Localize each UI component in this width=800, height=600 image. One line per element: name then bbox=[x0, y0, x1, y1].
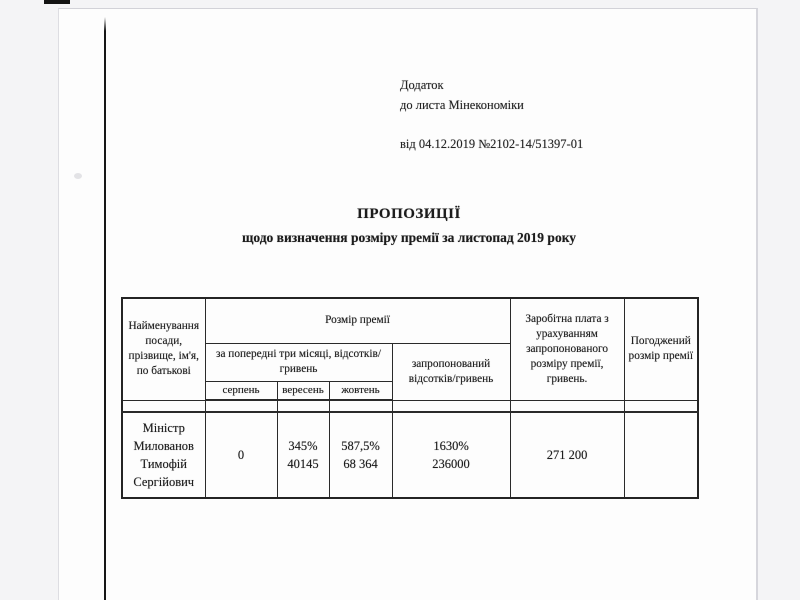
header-month-october: жовтень bbox=[329, 381, 392, 400]
proposed-amount: 236000 bbox=[432, 457, 470, 471]
cell-august-value: 0 bbox=[205, 412, 277, 498]
cell-official-name: Міністр Милованов Тимофій Сергійович bbox=[122, 412, 205, 498]
header-name-col: Найменування посади, прізвище, ім'я, по батькові bbox=[122, 298, 205, 400]
header-proposed-col: запропонований відсотків/гривень bbox=[392, 343, 510, 400]
header-bonus-size: Розмір премії bbox=[205, 298, 510, 343]
cell-agreed-value bbox=[624, 412, 698, 498]
header-month-september: вересень bbox=[277, 381, 329, 400]
cell-september-value bbox=[277, 412, 329, 498]
title-block bbox=[59, 206, 759, 246]
cell-salary-value: 271 200 bbox=[510, 412, 624, 498]
bonus-proposal-table bbox=[121, 297, 699, 499]
letterhead bbox=[400, 75, 583, 154]
september-amount: 40145 bbox=[287, 457, 319, 471]
header-salary-col: Заробітна плата з урахуванням запропонованого розміру премії, гривень. bbox=[510, 298, 624, 400]
scan-artifact-mark bbox=[44, 0, 70, 4]
letterhead-reference: від 04.12.2019 №2102-14/51397-01 bbox=[400, 137, 584, 151]
header-month-august: серпень bbox=[205, 381, 277, 400]
spacer-cell bbox=[510, 400, 624, 412]
scan-binding-line bbox=[104, 17, 106, 600]
spacer-cell bbox=[329, 400, 392, 412]
spacer-cell bbox=[392, 400, 510, 412]
letterhead-line-1: Додаток bbox=[400, 78, 444, 92]
cell-proposed-value bbox=[392, 412, 510, 498]
header-prev-three-months: за попередні три місяці, відсотків/гривень bbox=[205, 343, 392, 381]
october-amount: 68 364 bbox=[343, 457, 378, 471]
spacer-cell bbox=[277, 400, 329, 412]
table-row bbox=[122, 412, 698, 498]
doc-subtitle: щодо визначення розміру премії за листопад 2019 року bbox=[241, 230, 577, 245]
spacer-cell bbox=[122, 400, 205, 412]
october-percent: 587,5% bbox=[341, 439, 380, 453]
scanned-page bbox=[58, 8, 758, 600]
proposed-percent: 1630% bbox=[433, 439, 469, 453]
september-percent: 345% bbox=[288, 439, 318, 453]
doc-title: ПРОПОЗИЦІЇ bbox=[357, 206, 461, 222]
spacer-cell bbox=[624, 400, 698, 412]
cell-october-value bbox=[329, 412, 392, 498]
scan-smudge bbox=[74, 173, 82, 179]
letterhead-line-2: до листа Мінекономіки bbox=[400, 98, 524, 112]
header-agreed-col: Погоджений розмір премії bbox=[624, 298, 698, 400]
spacer-cell bbox=[205, 400, 277, 412]
spacer-row bbox=[122, 400, 698, 412]
